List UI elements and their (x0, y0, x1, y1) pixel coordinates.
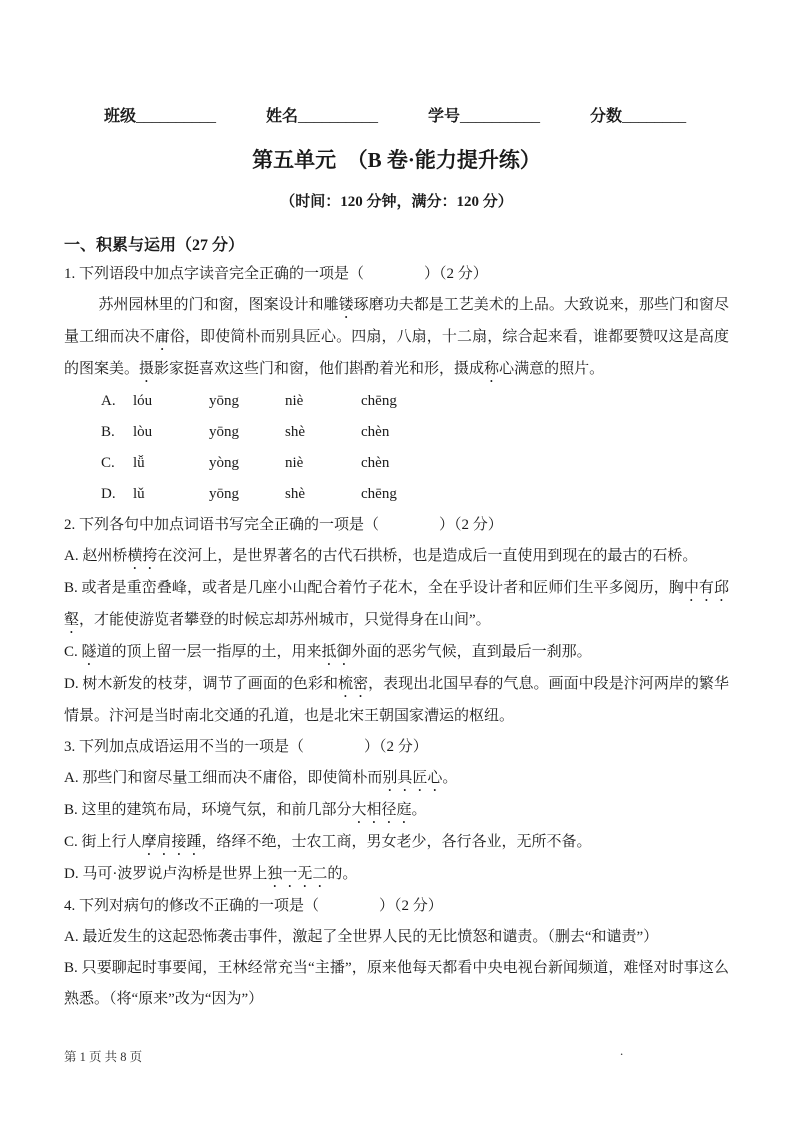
q2-option-c (64, 637, 729, 669)
emphasized-text: 镂 (338, 297, 354, 313)
pinyin-cell: chēng (361, 393, 397, 409)
pinyin-cell: yōng (209, 486, 239, 502)
pinyin-cell: lǚ (133, 455, 145, 471)
q1-passage (64, 290, 729, 386)
section-heading: 一、积累与运用（27 分） (64, 237, 245, 254)
emphasized-text: 隧 (81, 644, 97, 660)
pinyin-cell: lòu (133, 424, 153, 440)
pinyin-cell: yōng (209, 393, 239, 409)
q2-option-b (64, 573, 729, 637)
name-label: 姓名 (266, 108, 299, 125)
text-segment: A. 最近发生的这起恐怖袭击事件，激起了全世界人民的无比愤怒和谴责。（删去“和谴责”） (64, 929, 659, 945)
text-segment: C. 街上行人 (64, 834, 142, 850)
text-segment: C. (64, 644, 82, 660)
q1-option-c-label: C. (101, 455, 115, 471)
q3-option-b (64, 795, 729, 827)
text-segment: B. 只要聊起时事要闻，王林经常充当“主播”，原来他每天都看中央电视台新闻频道，难怪对时事这么熟悉。（将“原来”改为“因为”） (64, 960, 729, 1007)
text-segment: A. 赵州桥 (64, 548, 128, 564)
q3-stem: 3. 下列加点成语运用不当的一项是（ ）（2 分） (64, 739, 428, 755)
text-segment: 苏州园林里的门和窗，图案设计和雕 (98, 297, 339, 313)
q4-stem: 4. 下列对病句的修改不正确的一项是（ ）（2 分） (64, 898, 443, 914)
header-fields (64, 103, 729, 126)
score-blank: ________ (622, 108, 687, 125)
emphasized-text: 别具匠心 (382, 770, 443, 786)
name-field (266, 103, 378, 126)
text-segment: 在洨河上，是世界著名的古代石拱桥，也是造成后一直使用到现在的最古的石桥。 (157, 548, 698, 564)
class-field (104, 103, 216, 126)
emphasized-text: 摄 (139, 361, 155, 377)
emphasized-text: 独一无二 (267, 866, 328, 882)
text-segment: D. 马可·波罗说卢沟桥是世界上 (64, 866, 268, 882)
page-title: 第五单元 （B 卷·能力提升练） (252, 148, 541, 172)
text-segment: 的。 (327, 866, 358, 882)
text-segment: 俗，即使简朴而别具匠心。四扇，八扇，十二扇，综合起来看，谁都要赞叹这是高度的图案美。 (64, 329, 729, 377)
emphasized-text: 中有邱壑 (64, 580, 729, 628)
emphasized-text: 摩肩接踵 (141, 834, 202, 850)
q4-option-b (64, 953, 729, 1015)
stray-dot-artifact: . (620, 1043, 624, 1058)
text-segment: 影家挺喜欢这些门和窗，他们斟酌着光和形，摄成 (154, 361, 485, 377)
pinyin-cell: lǔ (133, 486, 145, 502)
page-footer: 第 1 页 共 8 页 (64, 1050, 143, 1064)
pinyin-cell: niè (285, 455, 304, 471)
q3-option-c (64, 827, 729, 859)
text-segment: 道的顶上留一层一指厚的土，用来 (96, 644, 322, 660)
pinyin-cell: yōng (209, 424, 239, 440)
q1-option-d (64, 479, 729, 510)
pinyin-cell: niè (285, 393, 304, 409)
pinyin-cell: chèn (361, 424, 390, 440)
student-id-field (428, 103, 540, 126)
emphasized-text: 大相径庭 (351, 802, 412, 818)
emphasized-text: 梳密 (338, 676, 369, 692)
pinyin-cell: shè (285, 424, 305, 440)
q1-option-c (64, 448, 729, 479)
pinyin-cell: chēng (361, 486, 397, 502)
q1-option-a (64, 386, 729, 417)
name-blank: __________ (298, 108, 379, 125)
q1-stem: 1. 下列语段中加点字读音完全正确的一项是（ ）（2 分） (64, 266, 488, 282)
q1-option-a-label: A. (101, 393, 116, 409)
score-label: 分数 (590, 108, 623, 125)
q1-option-b (64, 417, 729, 448)
pinyin-cell: chèn (361, 455, 390, 471)
q3-option-d (64, 859, 729, 891)
text-segment: 外面的恶劣气候，直到最后一刹那。 (351, 644, 592, 660)
page-subtitle: （时间：120 分钟，满分：120 分） (280, 194, 513, 210)
q1-option-b-label: B. (101, 424, 115, 440)
emphasized-text: 称 (484, 361, 500, 377)
score-field (590, 103, 686, 126)
pinyin-cell: yòng (209, 455, 239, 471)
pinyin-cell: shè (285, 486, 305, 502)
text-segment: B. 或者是重峦叠峰，或者是几座小山配合着竹子花木，全在乎设计者和匠师们生平多阅历，胸 (64, 580, 684, 596)
text-segment: 心满意的照片。 (499, 361, 605, 377)
emphasized-text: 庸 (154, 329, 170, 345)
q2-option-a (64, 541, 729, 573)
emphasized-text: 抵御 (321, 644, 352, 660)
text-segment: 。 (442, 770, 458, 786)
q2-option-d (64, 669, 729, 732)
text-segment: ，才能使游览者攀登的时候忘却苏州城市，只觉得身在山间”。 (79, 612, 491, 628)
class-blank: __________ (136, 108, 217, 125)
text-segment: A. 那些门和窗尽量工细而决不庸俗，即使简朴而 (64, 770, 383, 786)
text-segment: 琢磨功夫都是工艺美术的上品。大致说来，那些门和窗尽量工细而决不 (64, 297, 729, 345)
q1-option-d-label: D. (101, 486, 116, 502)
student-id-label: 学号 (428, 108, 461, 125)
emphasized-text: 横挎 (127, 548, 158, 564)
q2-stem: 2. 下列各句中加点词语书写完全正确的一项是（ ）（2 分） (64, 517, 503, 533)
q3-option-a (64, 763, 729, 795)
text-segment: ，表现出北国早春的气息。画面中段是汴河两岸的繁华情景。汴河是当时南北交通的孔道，也是北宋王朝国家漕运的枢纽。 (64, 676, 729, 724)
student-id-blank: __________ (460, 108, 541, 125)
text-segment: 。 (411, 802, 427, 818)
text-segment: D. 树木新发的枝芽，调节了画面的色彩和 (64, 676, 339, 692)
q4-option-a (64, 922, 729, 953)
class-label: 班级 (104, 108, 137, 125)
pinyin-cell: lóu (133, 393, 153, 409)
text-segment: ，络绎不绝，士农工商，男女老少，各行各业，无所不备。 (201, 834, 592, 850)
text-segment: B. 这里的建筑布局，环境气氛，和前几部分 (64, 802, 352, 818)
